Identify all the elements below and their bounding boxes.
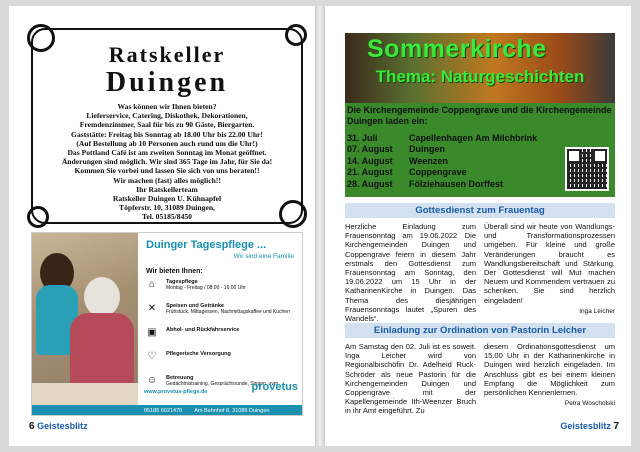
offer-item: ⌂ Tagespflege Montag - Freitag / 08:00 - 16:00 Uhr xyxy=(146,279,303,299)
ratskeller-line: Kommen Sie vorbei und lassen Sie sich von uns beraten!! xyxy=(74,166,260,176)
house-icon: ⌂ xyxy=(148,279,156,290)
tagespflege-url[interactable]: www.provetus-pflege.de xyxy=(144,389,208,395)
ratskeller-line: Lieferservice, Catering, Diskothek, Dekorationen, xyxy=(86,111,248,121)
ratskeller-line: Tel. 05185/8450 xyxy=(142,212,192,222)
article1-heading: Gottesdienst zum Frauentag xyxy=(345,203,615,218)
ratskeller-line: Das Pottland Café ist am zweiten Sonntag im Monat geöffnet. xyxy=(67,148,267,158)
contact-bar xyxy=(32,405,303,416)
ratskeller-line: Gaststätte: Freitag bis Sonntag ab 18.00 Uhr bis 22.00 Uhr! xyxy=(71,129,263,139)
ratskeller-subtitle: Duingen xyxy=(105,67,229,98)
event-row: 21. August Coppengrave xyxy=(347,167,467,178)
caregiver-photo xyxy=(32,233,138,416)
article2-col2: diesem Ordinationsgottesdienst um 15.00 Uhr in der Katharinenkirche in Duingen wird herzlich eingeladen. Im Anschluss gibt es bei einem kleinen Empfang die Möglichkeit zum persönlichen Kennenlernen. Petra Woscholski xyxy=(484,342,615,408)
offer-item: ♡ Pflegerische Versorgung xyxy=(147,351,231,362)
ratskeller-ad xyxy=(31,28,303,224)
page-fold xyxy=(315,6,325,446)
ratskeller-line: (Auf Bestellung ab 10 Personen auch rund um die Uhr!) xyxy=(76,138,258,148)
cutlery-icon: ✕ xyxy=(147,303,157,314)
page-footer-right xyxy=(560,421,619,432)
event-row: 31. Juli Capellenhagen Am Milchbrink xyxy=(347,133,538,143)
page-label: Geistesblitz xyxy=(560,421,611,431)
tagespflege-subheading: Wir sind eine Familie xyxy=(233,253,294,260)
sommerkirche-intro: Die Kirchengemeinde Coppengrave und die Kirchengemeinde Duingen laden ein: xyxy=(347,105,612,126)
ratskeller-line: Wir machen (fast) alles möglich!! xyxy=(113,175,221,185)
phone-number: 05185 6021470 xyxy=(144,408,183,414)
tagespflege-ad xyxy=(31,232,303,416)
article2-signature: Petra Woscholski xyxy=(564,400,615,408)
ratskeller-title: Ratskeller xyxy=(108,42,226,67)
page-label: Geistesblitz xyxy=(37,421,88,431)
tagespflege-info xyxy=(142,233,303,416)
page-footer-left xyxy=(29,421,88,432)
sommerkirche-title: Sommerkirche xyxy=(367,35,547,63)
ratskeller-line: Ihr Ratskellerteam xyxy=(136,184,198,194)
offer-item: ☺ Betreuung Gedächtnistraining, Gesprächsrunde, Singen, uvm. xyxy=(146,375,280,387)
tagespflege-heading: Duinger Tagespflege ... xyxy=(146,239,267,251)
article1-signature: Inga Leicher xyxy=(579,307,615,315)
people-icon: ☺ xyxy=(146,375,158,386)
ratskeller-line: Änderungen sind möglich. Wir sind 365 Tage im Jahr, für Sie da! xyxy=(61,157,273,167)
article1-col2: Überall sind wir heute von Wandlungs- und Transformationsprozessen umgeben. Für kleine und große Veränderungen braucht es Wandlungsbereitschaft und Stärkung. Der Gottesdienst will Mut machen Neuem und Kommendem vertrauen zu schenken. Sie sind herzlich eingeladen! Inga Leicher xyxy=(484,222,615,315)
page-number: 7 xyxy=(613,421,619,432)
heart-hands-icon: ♡ xyxy=(147,351,157,362)
article2-col1: Am Samstag den 02. Juli ist es soweit. Inga Leicher wird von Regionalbischöfin Dr. Adelheid Ruck-Schröder als neue Pastorin für die Kirchengemeinden Duingen und Coppengrave mit der Kapellengemeinde Ith-Weenzer Bruch in ihr Amt eingeführt. Zu xyxy=(345,342,476,416)
bus-icon: ▣ xyxy=(147,327,157,338)
article1-body xyxy=(345,222,615,323)
article2-body xyxy=(345,342,615,416)
event-row: 07. August Duingen xyxy=(347,144,445,155)
offer-item: ✕ Speisen und Getränke Frühstück, Mittagessen, Nachmittagskaffee und Kuchen xyxy=(147,303,290,315)
provetus-logo: provetus xyxy=(251,381,298,393)
offer-item: ▣ Abhol- und Rückfahrservice xyxy=(147,327,240,338)
ratskeller-body xyxy=(43,102,291,222)
event-list xyxy=(347,133,562,190)
offers-label: Wir bieten Ihnen: xyxy=(146,268,203,275)
ratskeller-line: Töpferstr. 10, 31089 Duingen, xyxy=(119,203,215,213)
sommerkirche-subtitle: Thema: Naturgeschichten xyxy=(375,67,585,86)
ratskeller-line: Fremdenzimmer, Saal für bis zu 90 Gäste, Biergarten. xyxy=(79,120,255,130)
sommerkirche-poster xyxy=(345,33,615,197)
ratskeller-line: Was können wir Ihnen bieten? xyxy=(117,102,217,111)
article1-col1: Herzliche Einladung zum Frauensonntag am 19.06.2022 Die Kirchengemeinden Duingen und Coppengrave feiern in diesem Jahr erstmals den Gottesdienst zum Frauensonntag am Sonntag, den 19.06.2022 um 15 Uhr in der KatharinenKirche in Duingen. Das Thema des diesjährigen Frauensonntags lautet „Spuren des Wandels“. xyxy=(345,222,476,324)
event-row: 14. August Weenzen xyxy=(347,155,448,166)
ratskeller-line: Ratskeller Duingen U. Kühnapfel xyxy=(112,194,222,204)
event-row: 28. August Fölziehausen Dorffest xyxy=(347,178,504,189)
article2-heading: Einladung zur Ordination von Pastorin Leicher xyxy=(345,323,615,338)
left-page xyxy=(9,6,315,446)
qr-code[interactable] xyxy=(565,147,609,191)
right-page xyxy=(325,6,631,446)
page-number: 6 xyxy=(29,421,35,432)
address: Am Bohnhof 8, 31089 Duingen xyxy=(194,408,270,414)
